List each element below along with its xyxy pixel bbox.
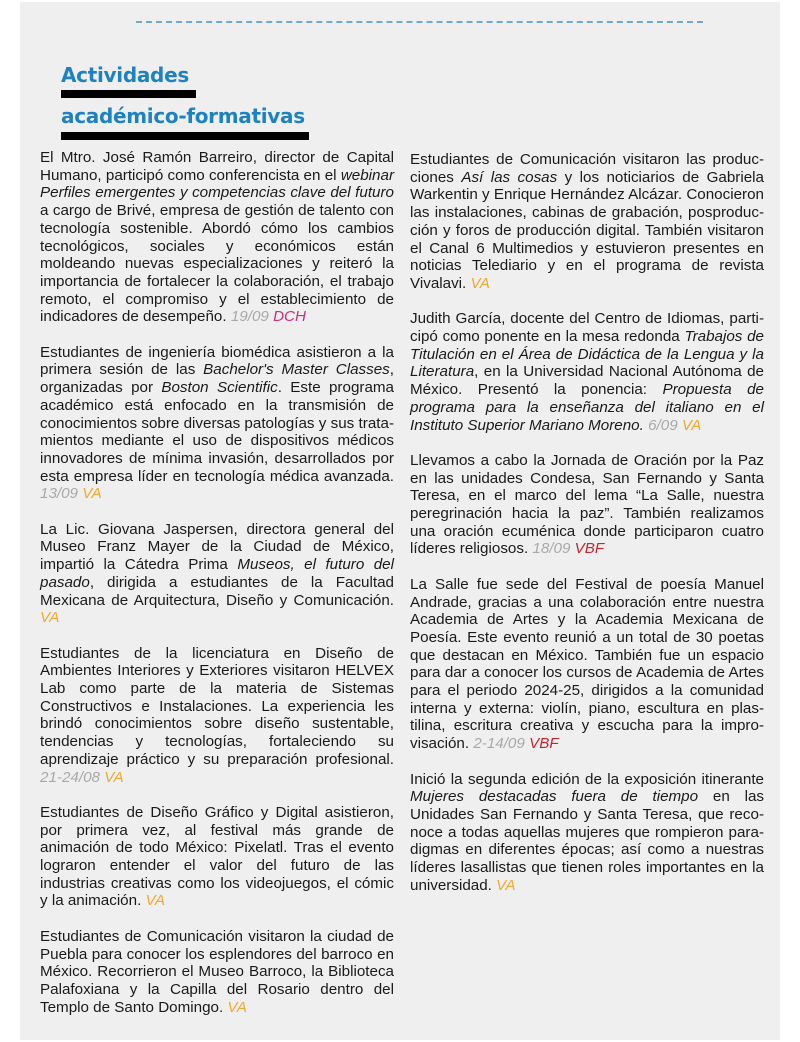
italic-title: Mujeres destacadas fuera de tiempo [410,788,699,806]
item-text: Inició la segunda edición de la exposición itinerante [410,770,764,788]
section-title-line-1: Actividades [61,63,189,87]
item-date: 13/09 [40,485,79,503]
item-source-tag: VA [104,768,124,786]
italic-title: webinar Perfiles emergentes y competencias clave del futuro [40,166,394,202]
item-date: 21-24/08 [40,768,100,786]
italic-title: Museos, el futuro del pasado [40,556,394,591]
news-item [410,452,764,558]
item-source-tag: VBF [529,735,559,753]
item-text: Estudiantes de Comunicación visitaron la ciudad de Puebla para conocer los esplendores del barroco en México. Recorrieron el Museo Barroco, la Biblioteca Palafoxiana y la Capilla del Rosario dentro del Templo de Santo Domingo. [40,927,394,1016]
news-item [40,804,394,910]
item-text: Estudiantes de Comunicación visitaron las producciones [410,151,764,186]
section-title-line-2: académico-formativas [61,104,305,128]
item-text: La Lic. Giovana Jaspersen, directora general del Museo Franz Mayer de la Ciudad de México, impartió la Cátedra Prima [40,520,394,574]
item-source-tag: VBF [574,540,605,558]
item-text: Judith García, docente del Centro de Idiomas, participó como ponente en la mesa redonda [410,310,764,346]
item-text: Estudiantes de ingeniería biomédica asistieron a la primera sesión de las [40,343,394,379]
news-item [410,771,764,895]
italic-title: Boston Scientific [161,379,278,397]
italic-title: Propuesta de programa para la enseñanza del italiano en el Instituto Superior Mariano Moreno. [410,381,764,434]
right-column [410,151,764,912]
title-underline-2 [61,132,309,140]
news-item [40,521,394,627]
item-date: 2-14/09 [473,735,525,753]
item-text: La Salle fue sede del Festival de poesía Manuel Andrade, gracias a una colaboración entre nuestra Academia de Artes y la Academia Mexicana de Poesía. Este evento reunió a un total de 30 poetas que destacan en México. También fue un espacio para dar a conocer los cursos de Academia de Artes para el periodo 2024-25, dirigidos a la comunidad interna y externa: violín, piano, escultura en plastilina, escritura creativa y escucha para la improvisación. [410,575,764,753]
item-text: en las Unidades San Fernando y Santa Teresa, que reconoce a todas aquellas mujeres que rompieron paradigmas en diferentes épocas; así como a nuestras líderes lasallistas que tienen roles importantes en la universidad. [410,788,765,894]
item-source-tag: VA [40,609,60,627]
item-date: 18/09 [532,540,571,558]
item-text: y los noticiarios de Gabriela Warkentin y Enrique Hernández Alcázar. Conocieron las instalaciones, cabinas de grabación, posproducción y foros de producción digital. También visitaron el Canal 6 Multimedios y estuvieron presentes en noticias Telediario y en el programa de revista Vivalavi. [410,168,764,292]
italic-title: Así las cosas [461,168,558,186]
news-item [410,151,764,293]
item-source-tag: VA [496,876,516,894]
italic-title: Bachelor's Master Classes [203,361,390,379]
item-source-tag: VA [82,485,102,503]
item-source-tag: VA [470,274,490,292]
news-item [40,344,394,503]
italic-title: Trabajos de Titulación en el Área de Didáctica de la Lengua y la Literatura [410,328,764,381]
item-text: El Mtro. José Ramón Barreiro, director de Capital Humano, participó como conferencista en el [40,149,394,184]
news-item [40,645,394,787]
item-text: , dirigida a estudiantes de la Facultad Mexicana de Arquitectura, Diseño y Comunicación. [40,573,394,609]
news-item [40,928,394,1017]
item-text: Llevamos a cabo la Jornada de Oración por la Paz en las unidades Condesa, San Fernando y Santa Teresa, en el marco del lema “La Salle, nuestra peregrinación hacia la paz”. También realizamos una oración ecuménica donde participaron cuatro líderes religiosos. [410,451,764,558]
item-text: , organizadas por [40,361,394,397]
item-text: , en la Universidad Nacional Autónoma de México. Presentó la ponencia: [410,363,764,399]
item-source-tag: VA [145,892,165,910]
item-text: Estudiantes de Diseño Gráfico y Digital asistieron, por primera vez, al festival más grande de animación de todo México: Pixelatl. Tras el evento lograron entender el valor del futuro de las industrias creativas como los videojuegos, el cómic y la animación. [40,803,394,910]
news-item [410,310,764,434]
item-date: 6/09 [648,416,678,434]
top-dashed-divider [136,21,703,23]
item-source-tag: VA [681,416,702,434]
news-item [410,576,764,753]
title-underline-1 [61,90,196,98]
item-source-tag: DCH [273,308,306,326]
item-date: 19/09 [230,308,269,326]
item-text: Estudiantes de la licenciatura en Diseño de Ambientes Interiores y Exteriores visitaron HELVEX Lab como parte de la materia de Sistemas Constructivos e Instalaciones. La experiencia les brindó conocimientos sobre diseño sustentable, tendencias y tecnologías, fortaleciendo su aprendizaje práctico y su preparación profesional. [40,644,394,768]
item-text: . Este programa académico está enfocado en la transmisión de conocimientos sobre diversas patologías y sus tratamientos mediante el uso de dispositivos médicos innovadores de mínima invasión, desarrollados por esta empresa líder en tecnología médica avanzada. [40,379,394,485]
item-text: a cargo de Brivé, empresa de gestión de talento con tecnología sostenible. Abordó cómo los cambios tecnológicos, sociales y económicos están moldeando nuevas especializaciones y reiteró la importancia de fortalecer la colaboración, el trabajo remoto, el compromiso y el establecimiento de indicadores de desempeño. [40,202,394,326]
news-item [40,149,394,326]
left-column [40,149,394,1034]
item-source-tag: VA [227,998,247,1016]
